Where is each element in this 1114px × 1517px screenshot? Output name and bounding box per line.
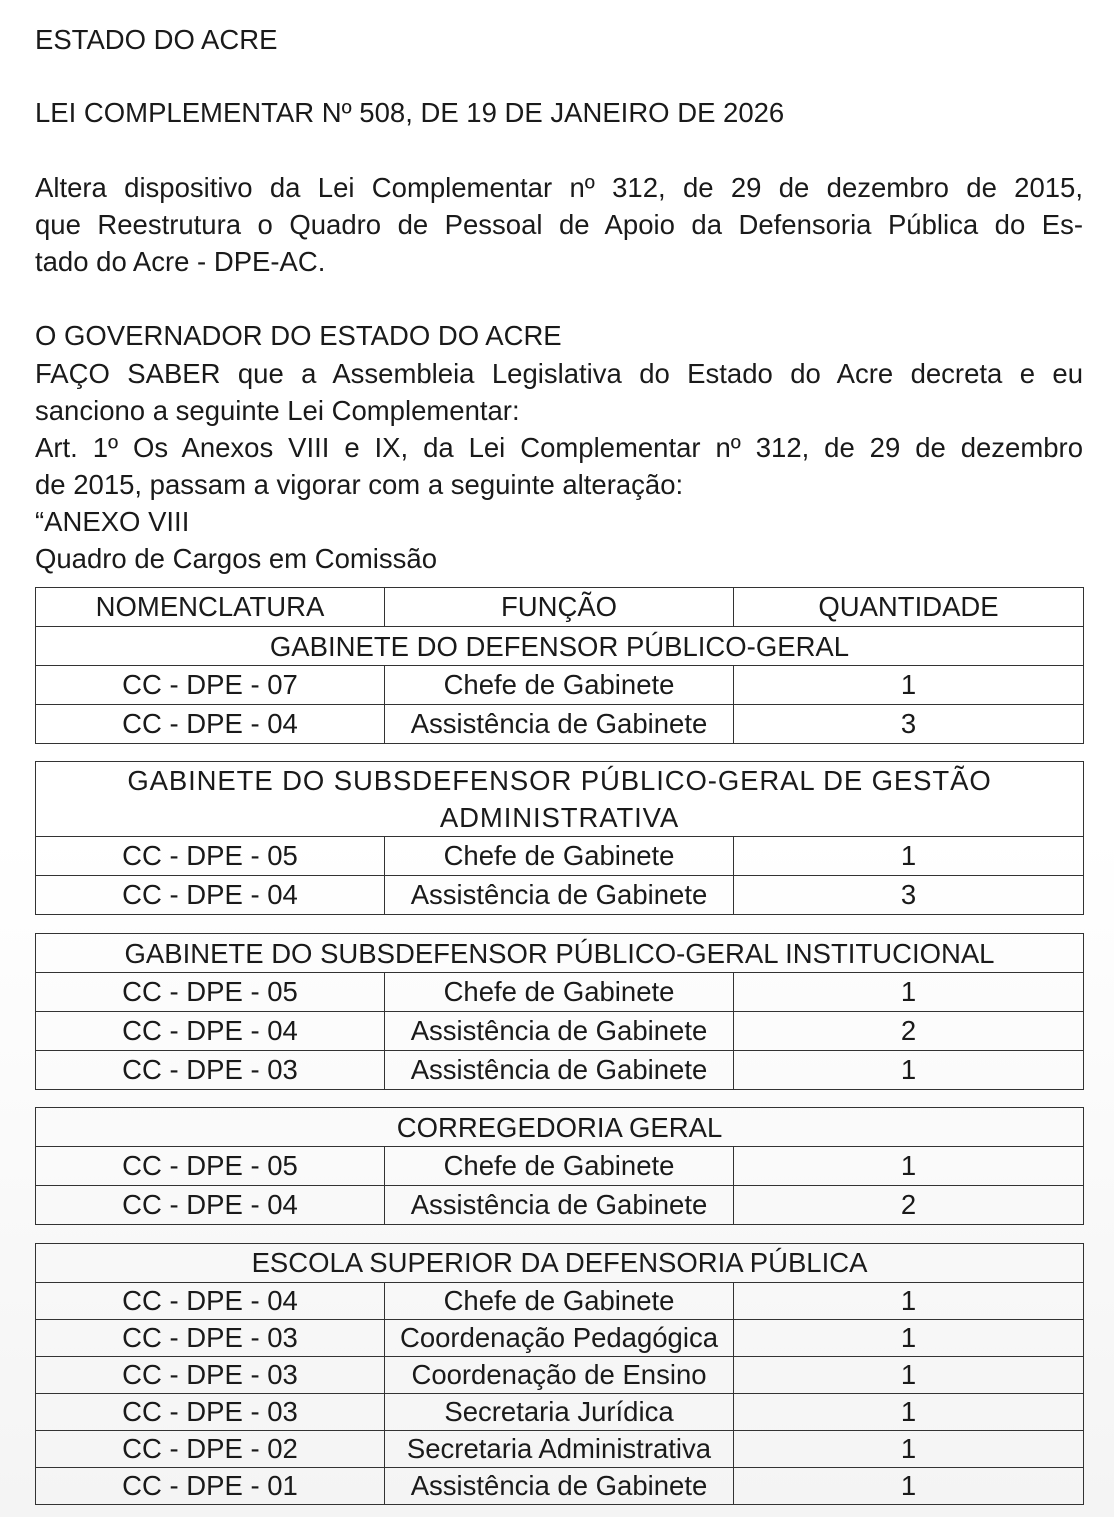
enactment-line: sanciono a seguinte Lei Complementar: [35, 395, 520, 426]
function-cell: Chefe de Gabinete [385, 837, 734, 876]
table-row [36, 1147, 1084, 1186]
function-cell: Coordenação Pedagógica [385, 1320, 734, 1357]
positions-table-section-3 [35, 933, 1084, 1090]
function-cell: Assistência de Gabinete [385, 1051, 734, 1090]
section-title: GABINETE DO SUBSDEFENSOR PÚBLICO-GERAL INSTITUCIONAL [36, 934, 1084, 973]
function-cell: Assistência de Gabinete [385, 1012, 734, 1051]
quantity-cell: 1 [734, 1283, 1084, 1320]
nomenclature-cell: CC - DPE - 05 [36, 1147, 385, 1186]
table-row [36, 1431, 1084, 1468]
quantity-cell: 2 [734, 1012, 1084, 1051]
column-header: QUANTIDADE [734, 588, 1084, 627]
quantity-cell: 3 [734, 705, 1084, 744]
quantity-cell: 1 [734, 666, 1084, 705]
quantity-cell: 1 [734, 1147, 1084, 1186]
nomenclature-cell: CC - DPE - 04 [36, 876, 385, 915]
column-header: FUNÇÃO [385, 588, 734, 627]
table-row [36, 876, 1084, 915]
nomenclature-cell: CC - DPE - 04 [36, 1283, 385, 1320]
section-title: CORREGEDORIA GERAL [36, 1108, 1084, 1147]
table-header-row [36, 588, 1084, 627]
table-row [36, 973, 1084, 1012]
enactment-line: FAÇO SABER que a Assembleia Legislativa do Estado do Acre decreta e eu [35, 358, 1083, 389]
function-cell: Secretaria Jurídica [385, 1394, 734, 1431]
nomenclature-cell: CC - DPE - 04 [36, 1186, 385, 1225]
nomenclature-cell: CC - DPE - 02 [36, 1431, 385, 1468]
nomenclature-cell: CC - DPE - 03 [36, 1357, 385, 1394]
function-cell: Chefe de Gabinete [385, 666, 734, 705]
section-title-row [36, 934, 1084, 973]
table-row [36, 1468, 1084, 1505]
quantity-cell: 1 [734, 837, 1084, 876]
nomenclature-cell: CC - DPE - 03 [36, 1051, 385, 1090]
quantity-cell: 1 [734, 973, 1084, 1012]
nomenclature-cell: CC - DPE - 05 [36, 837, 385, 876]
nomenclature-cell: CC - DPE - 04 [36, 1012, 385, 1051]
function-cell: Assistência de Gabinete [385, 876, 734, 915]
quantity-cell: 2 [734, 1186, 1084, 1225]
positions-table-section-1 [35, 587, 1084, 744]
ementa-line: que Reestrutura o Quadro de Pessoal de Apoio da Defensoria Pública do Es- [35, 209, 1083, 240]
positions-table-section-4 [35, 1107, 1084, 1225]
table-row [36, 837, 1084, 876]
annex-title: “ANEXO VIII [35, 506, 190, 537]
quantity-cell: 1 [734, 1431, 1084, 1468]
section-title-row [36, 762, 1084, 837]
positions-table-section-2 [35, 761, 1084, 915]
ementa-line: Altera dispositivo da Lei Complementar nº 312, de 29 de dezembro de 2015, [35, 172, 1083, 203]
section-title-row [36, 1244, 1084, 1283]
table-row [36, 1012, 1084, 1051]
function-cell: Chefe de Gabinete [385, 1283, 734, 1320]
table-row [36, 1320, 1084, 1357]
column-header: NOMENCLATURA [36, 588, 385, 627]
article-1-line: Art. 1º Os Anexos VIII e IX, da Lei Complementar nº 312, de 29 de dezembro [35, 432, 1083, 463]
quantity-cell: 1 [734, 1357, 1084, 1394]
function-cell: Coordenação de Ensino [385, 1357, 734, 1394]
nomenclature-cell: CC - DPE - 04 [36, 705, 385, 744]
table-row [36, 666, 1084, 705]
law-title: LEI COMPLEMENTAR Nº 508, DE 19 DE JANEIRO DE 2026 [35, 97, 785, 128]
table-row [36, 1283, 1084, 1320]
governor-heading: O GOVERNADOR DO ESTADO DO ACRE [35, 320, 562, 351]
article-1-line: de 2015, passam a vigorar com a seguinte alteração: [35, 469, 684, 500]
table-row [36, 1186, 1084, 1225]
table-row [36, 705, 1084, 744]
function-cell: Assistência de Gabinete [385, 1468, 734, 1505]
section-title-row [36, 627, 1084, 666]
quantity-cell: 1 [734, 1468, 1084, 1505]
function-cell: Secretaria Administrativa [385, 1431, 734, 1468]
function-cell: Chefe de Gabinete [385, 973, 734, 1012]
function-cell: Chefe de Gabinete [385, 1147, 734, 1186]
state-heading: ESTADO DO ACRE [35, 24, 278, 55]
function-cell: Assistência de Gabinete [385, 705, 734, 744]
section-title-row [36, 1108, 1084, 1147]
table-row [36, 1051, 1084, 1090]
section-title: GABINETE DO DEFENSOR PÚBLICO-GERAL [36, 627, 1084, 666]
quantity-cell: 3 [734, 876, 1084, 915]
section-title: ESCOLA SUPERIOR DA DEFENSORIA PÚBLICA [36, 1244, 1084, 1283]
section-title: GABINETE DO SUBSDEFENSOR PÚBLICO-GERAL DE GESTÃO ADMINISTRATIVA [36, 762, 1084, 837]
nomenclature-cell: CC - DPE - 07 [36, 666, 385, 705]
table-row [36, 1357, 1084, 1394]
table-row [36, 1394, 1084, 1431]
nomenclature-cell: CC - DPE - 01 [36, 1468, 385, 1505]
quantity-cell: 1 [734, 1051, 1084, 1090]
nomenclature-cell: CC - DPE - 05 [36, 973, 385, 1012]
annex-subtitle: Quadro de Cargos em Comissão [35, 543, 437, 574]
positions-table-section-5 [35, 1243, 1084, 1505]
quantity-cell: 1 [734, 1394, 1084, 1431]
ementa-line: tado do Acre - DPE-AC. [35, 246, 326, 277]
nomenclature-cell: CC - DPE - 03 [36, 1394, 385, 1431]
nomenclature-cell: CC - DPE - 03 [36, 1320, 385, 1357]
quantity-cell: 1 [734, 1320, 1084, 1357]
function-cell: Assistência de Gabinete [385, 1186, 734, 1225]
